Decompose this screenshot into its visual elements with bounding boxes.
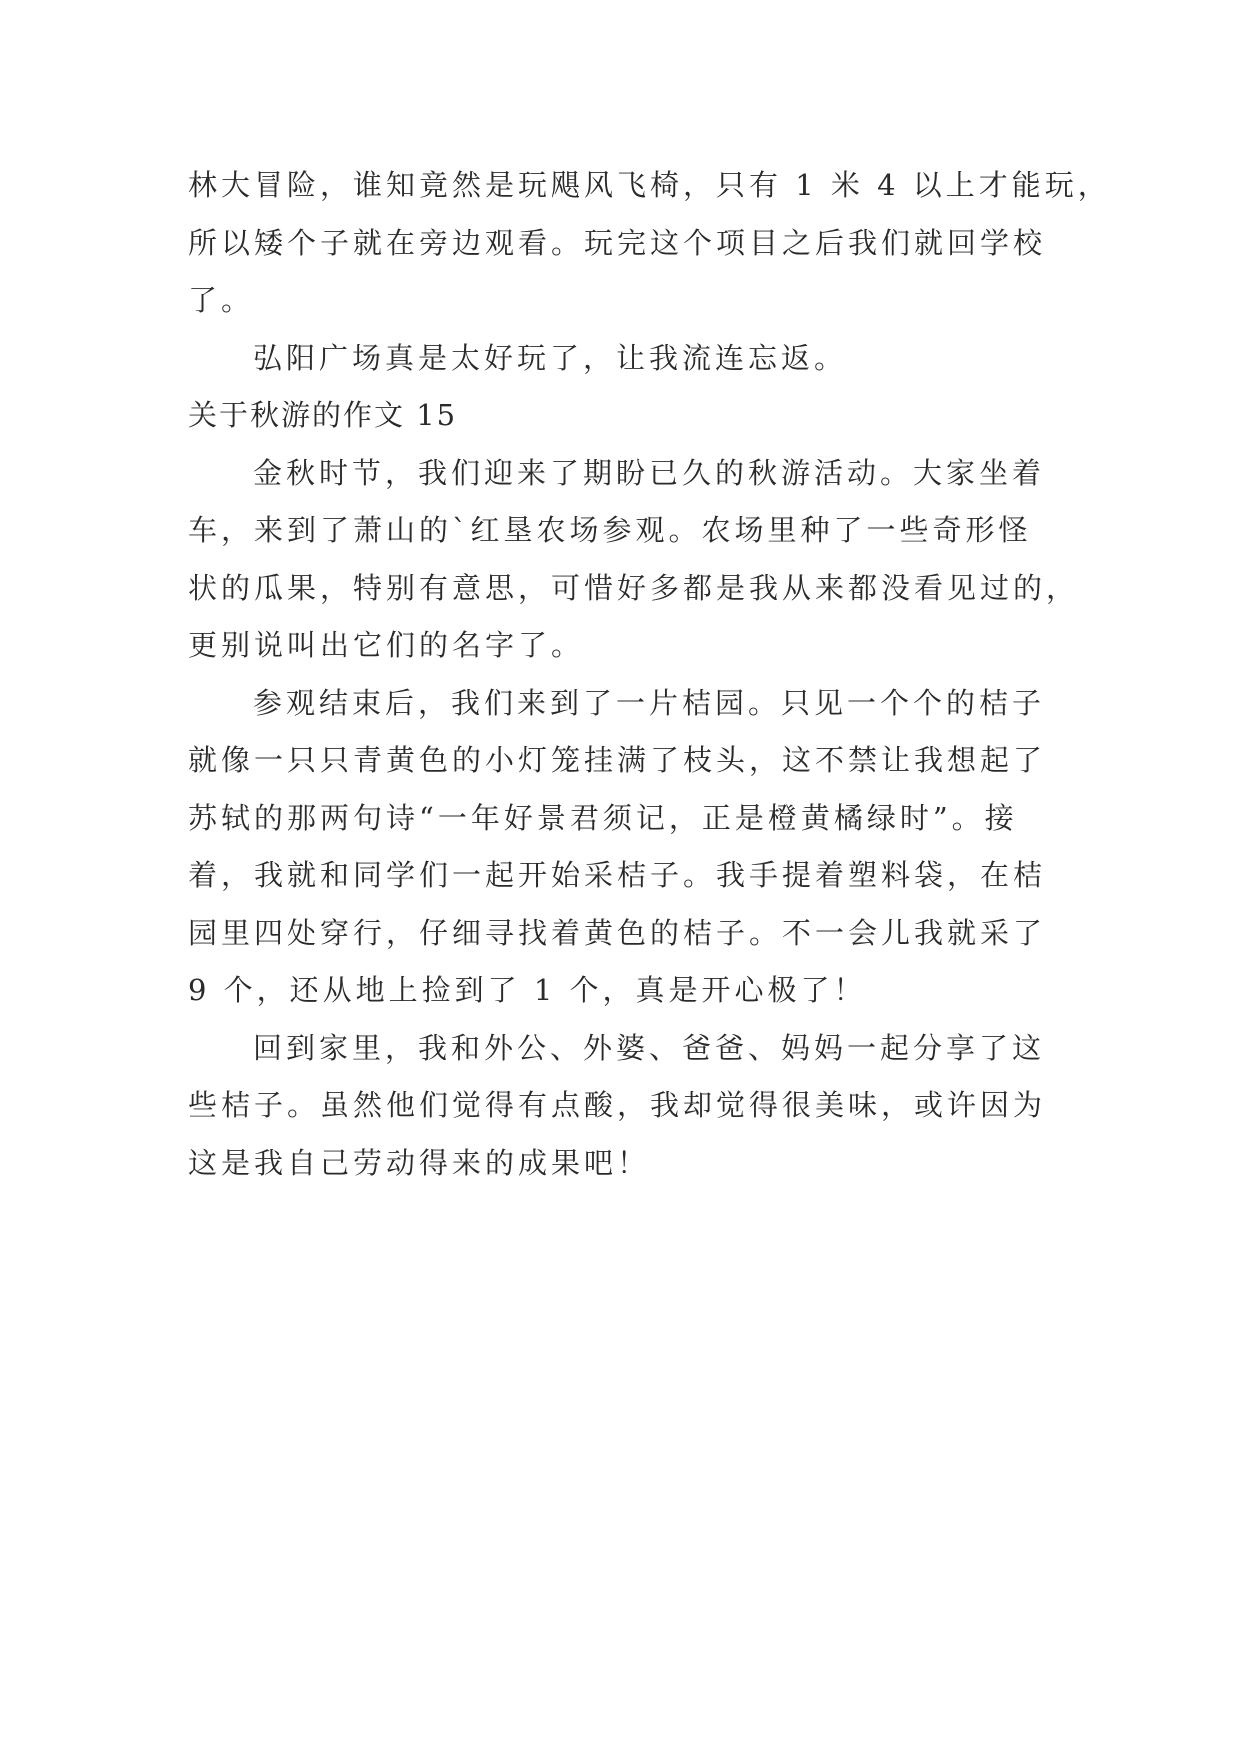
paragraph-line: 9 个，还从地上捡到了 1 个，真是开心极了！ [188, 973, 867, 1007]
paragraph-line: 园里四处穿行，仔细寻找着黄色的桔子。不一会儿我就采了 [188, 915, 1047, 950]
paragraph-line: 了。 [188, 283, 255, 317]
paragraph-line: 车，来到了萧山的`红垦农场参观。农场里种了一些奇形怪 [188, 513, 1032, 547]
paragraph-line: 参观结束后，我们来到了一片桔园。只见一个个的桔子 [253, 685, 1046, 720]
paragraph-line: 着，我就和同学们一起开始采桔子。我手提着塑料袋，在桔 [188, 858, 1047, 892]
paragraph-line: 状的瓜果，特别有意思，可惜好多都是我从来都没看见过的， [188, 570, 1080, 605]
paragraph-line: 所以矮个子就在旁边观看。玩完这个项目之后我们就回学校 [188, 225, 1047, 260]
paragraph-line: 弘阳广场真是太好玩了，让我流连忘返。 [253, 340, 848, 375]
paragraph-line: 这是我自己劳动得来的成果吧！ [188, 1145, 651, 1180]
paragraph-line: 林大冒险，谁知竟然是玩飓风飞椅，只有 1 米 4 以上才能玩， [188, 168, 1111, 202]
paragraph-line: 就像一只只青黄色的小灯笼挂满了枝头，这不禁让我想起了 [188, 743, 1047, 777]
paragraph-line: 些桔子。虽然他们觉得有点酸，我却觉得很美味，或许因为 [188, 1088, 1047, 1122]
paragraph-line: 回到家里，我和外公、外婆、爸爸、妈妈一起分享了这 [253, 1030, 1046, 1065]
document-body [188, 157, 1111, 1192]
paragraph-line: 苏轼的那两句诗“一年好景君须记，正是橙黄橘绿时”。接 [188, 800, 1018, 835]
section-heading: 关于秋游的作文 15 [188, 398, 458, 432]
paragraph-line: 金秋时节，我们迎来了期盼已久的秋游活动。大家坐着 [253, 455, 1046, 490]
paragraph-line: 更别说叫出它们的名字了。 [188, 628, 585, 662]
